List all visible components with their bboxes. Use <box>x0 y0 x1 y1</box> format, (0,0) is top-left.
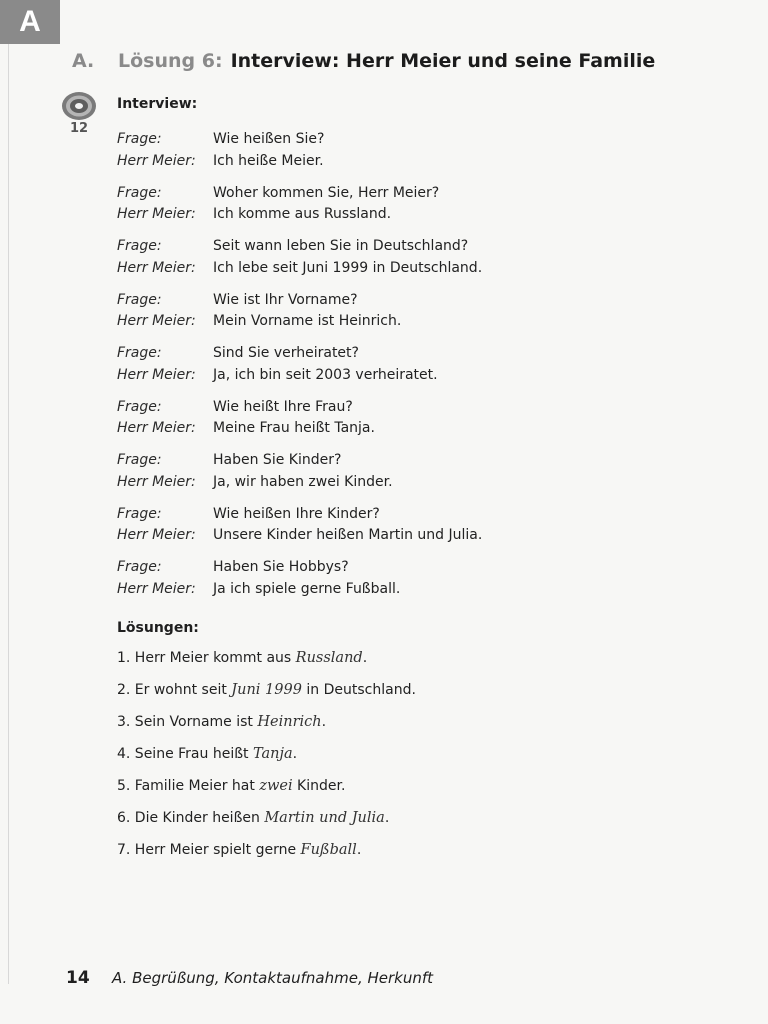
question-line <box>117 557 677 579</box>
answer-line <box>117 311 677 333</box>
interview-label: Interview: <box>117 96 198 112</box>
solutions-list <box>117 648 416 872</box>
chapter-title: A. Begrüßung, Kontaktaufnahme, Herkunft <box>112 969 434 987</box>
question-text: Wie heißen Ihre Kinder? <box>213 505 380 522</box>
question-text: Haben Sie Hobbys? <box>213 559 349 575</box>
solution-filled-answer: Russland <box>295 650 363 666</box>
solution-item <box>117 744 416 776</box>
answer-speaker: Herr Meier: <box>117 313 196 329</box>
solutions-label: Lösungen: <box>117 620 199 636</box>
answer-speaker: Herr Meier: <box>117 259 196 276</box>
answer-text: Unsere Kinder heißen Martin und Julia. <box>213 527 483 543</box>
question-speaker: Frage: <box>117 291 162 308</box>
question-text: Sind Sie verheiratet? <box>213 345 359 361</box>
solution-text-before: 6. Die Kinder heißen <box>117 810 265 826</box>
answer-line <box>117 151 677 173</box>
section-tab <box>0 0 60 44</box>
question-line <box>117 129 677 151</box>
answer-line <box>117 418 677 440</box>
solution-filled-answer: Heinrich <box>257 714 322 730</box>
question-line <box>117 183 677 205</box>
answer-text: Ich lebe seit Juni 1999 in Deutschland. <box>213 259 483 276</box>
solution-filled-answer: Fußball <box>300 842 357 858</box>
solution-item <box>117 776 416 808</box>
answer-speaker: Herr Meier: <box>117 527 196 543</box>
solution-filled-answer: zwei <box>259 778 293 794</box>
solution-item <box>117 712 416 744</box>
question-text: Wie heißt Ihre Frau? <box>213 398 353 415</box>
solution-filled-answer: Tanja <box>252 746 293 762</box>
question-speaker: Frage: <box>117 398 162 415</box>
solution-item <box>117 840 416 872</box>
answer-speaker: Herr Meier: <box>117 420 196 436</box>
question-line <box>117 397 677 419</box>
solution-number: Lösung 6: <box>118 50 223 72</box>
qa-pair <box>117 236 677 279</box>
answer-text: Ja, wir haben zwei Kinder. <box>213 473 393 490</box>
answer-text: Ja ich spiele gerne Fußball. <box>213 580 401 597</box>
solution-text-after: . <box>292 746 298 762</box>
question-speaker: Frage: <box>117 345 162 361</box>
question-text: Woher kommen Sie, Herr Meier? <box>213 184 440 201</box>
question-line <box>117 290 677 312</box>
qa-pair <box>117 129 677 172</box>
question-line <box>117 343 677 365</box>
answer-text: Meine Frau heißt Tanja. <box>213 420 375 436</box>
answer-text: Mein Vorname ist Heinrich. <box>213 313 402 329</box>
solution-filled-answer: Juni 1999 <box>231 682 302 698</box>
answer-speaker: Herr Meier: <box>117 206 196 222</box>
solution-text-before: 3. Sein Vorname ist <box>117 714 258 730</box>
track-number: 12 <box>70 121 89 136</box>
question-speaker: Frage: <box>117 452 162 468</box>
solution-text-before: 7. Herr Meier spielt gerne <box>117 842 301 858</box>
question-text: Seit wann leben Sie in Deutschland? <box>213 238 469 254</box>
question-speaker: Frage: <box>117 505 162 522</box>
solution-text-before: 2. Er wohnt seit <box>117 682 232 698</box>
qa-pair <box>117 183 677 226</box>
section-number: A. <box>72 50 95 72</box>
page-title: Interview: Herr Meier und seine Familie <box>230 50 656 72</box>
question-line <box>117 450 677 472</box>
cd-icon <box>61 88 97 124</box>
qa-pair <box>117 397 677 440</box>
solution-text-before: 4. Seine Frau heißt <box>117 746 253 762</box>
answer-line <box>117 525 677 547</box>
answer-speaker: Herr Meier: <box>117 580 196 597</box>
page-heading <box>72 50 655 72</box>
answer-text: Ich komme aus Russland. <box>213 206 392 222</box>
solution-item <box>117 680 416 712</box>
question-text: Haben Sie Kinder? <box>213 452 342 468</box>
question-speaker: Frage: <box>117 131 162 147</box>
solution-text-after: in Deutschland. <box>301 682 416 698</box>
margin-rule <box>8 44 9 984</box>
answer-line <box>117 204 677 226</box>
interview-list <box>117 129 677 611</box>
solution-text-after: . <box>356 842 362 858</box>
solution-text-after: . <box>321 714 327 730</box>
qa-pair <box>117 557 677 600</box>
answer-line <box>117 258 677 280</box>
answer-speaker: Herr Meier: <box>117 473 196 490</box>
solution-text-before: 1. Herr Meier kommt aus <box>117 650 296 666</box>
solution-filled-answer: Martin und Julia <box>264 810 385 826</box>
page-number: 14 <box>66 968 90 988</box>
question-speaker: Frage: <box>117 238 162 254</box>
solution-text-after: Kinder. <box>292 778 346 794</box>
qa-pair <box>117 450 677 493</box>
question-line <box>117 504 677 526</box>
solution-text-before: 5. Familie Meier hat <box>117 778 260 794</box>
answer-line <box>117 365 677 387</box>
qa-pair <box>117 504 677 547</box>
solution-text-after: . <box>384 810 390 826</box>
question-speaker: Frage: <box>117 184 162 201</box>
answer-text: Ja, ich bin seit 2003 verheiratet. <box>213 366 438 383</box>
qa-pair <box>117 290 677 333</box>
qa-pair <box>117 343 677 386</box>
question-speaker: Frage: <box>117 559 162 575</box>
solution-text-after: . <box>362 650 368 666</box>
page-footer <box>66 968 433 988</box>
answer-text: Ich heiße Meier. <box>213 152 324 169</box>
solution-item <box>117 648 416 680</box>
section-tab-letter: A <box>19 5 41 38</box>
answer-speaker: Herr Meier: <box>117 152 196 169</box>
answer-speaker: Herr Meier: <box>117 366 196 383</box>
question-text: Wie heißen Sie? <box>213 131 325 147</box>
question-text: Wie ist Ihr Vorname? <box>213 291 358 308</box>
solution-item <box>117 808 416 840</box>
answer-line <box>117 579 677 601</box>
question-line <box>117 236 677 258</box>
answer-line <box>117 472 677 494</box>
